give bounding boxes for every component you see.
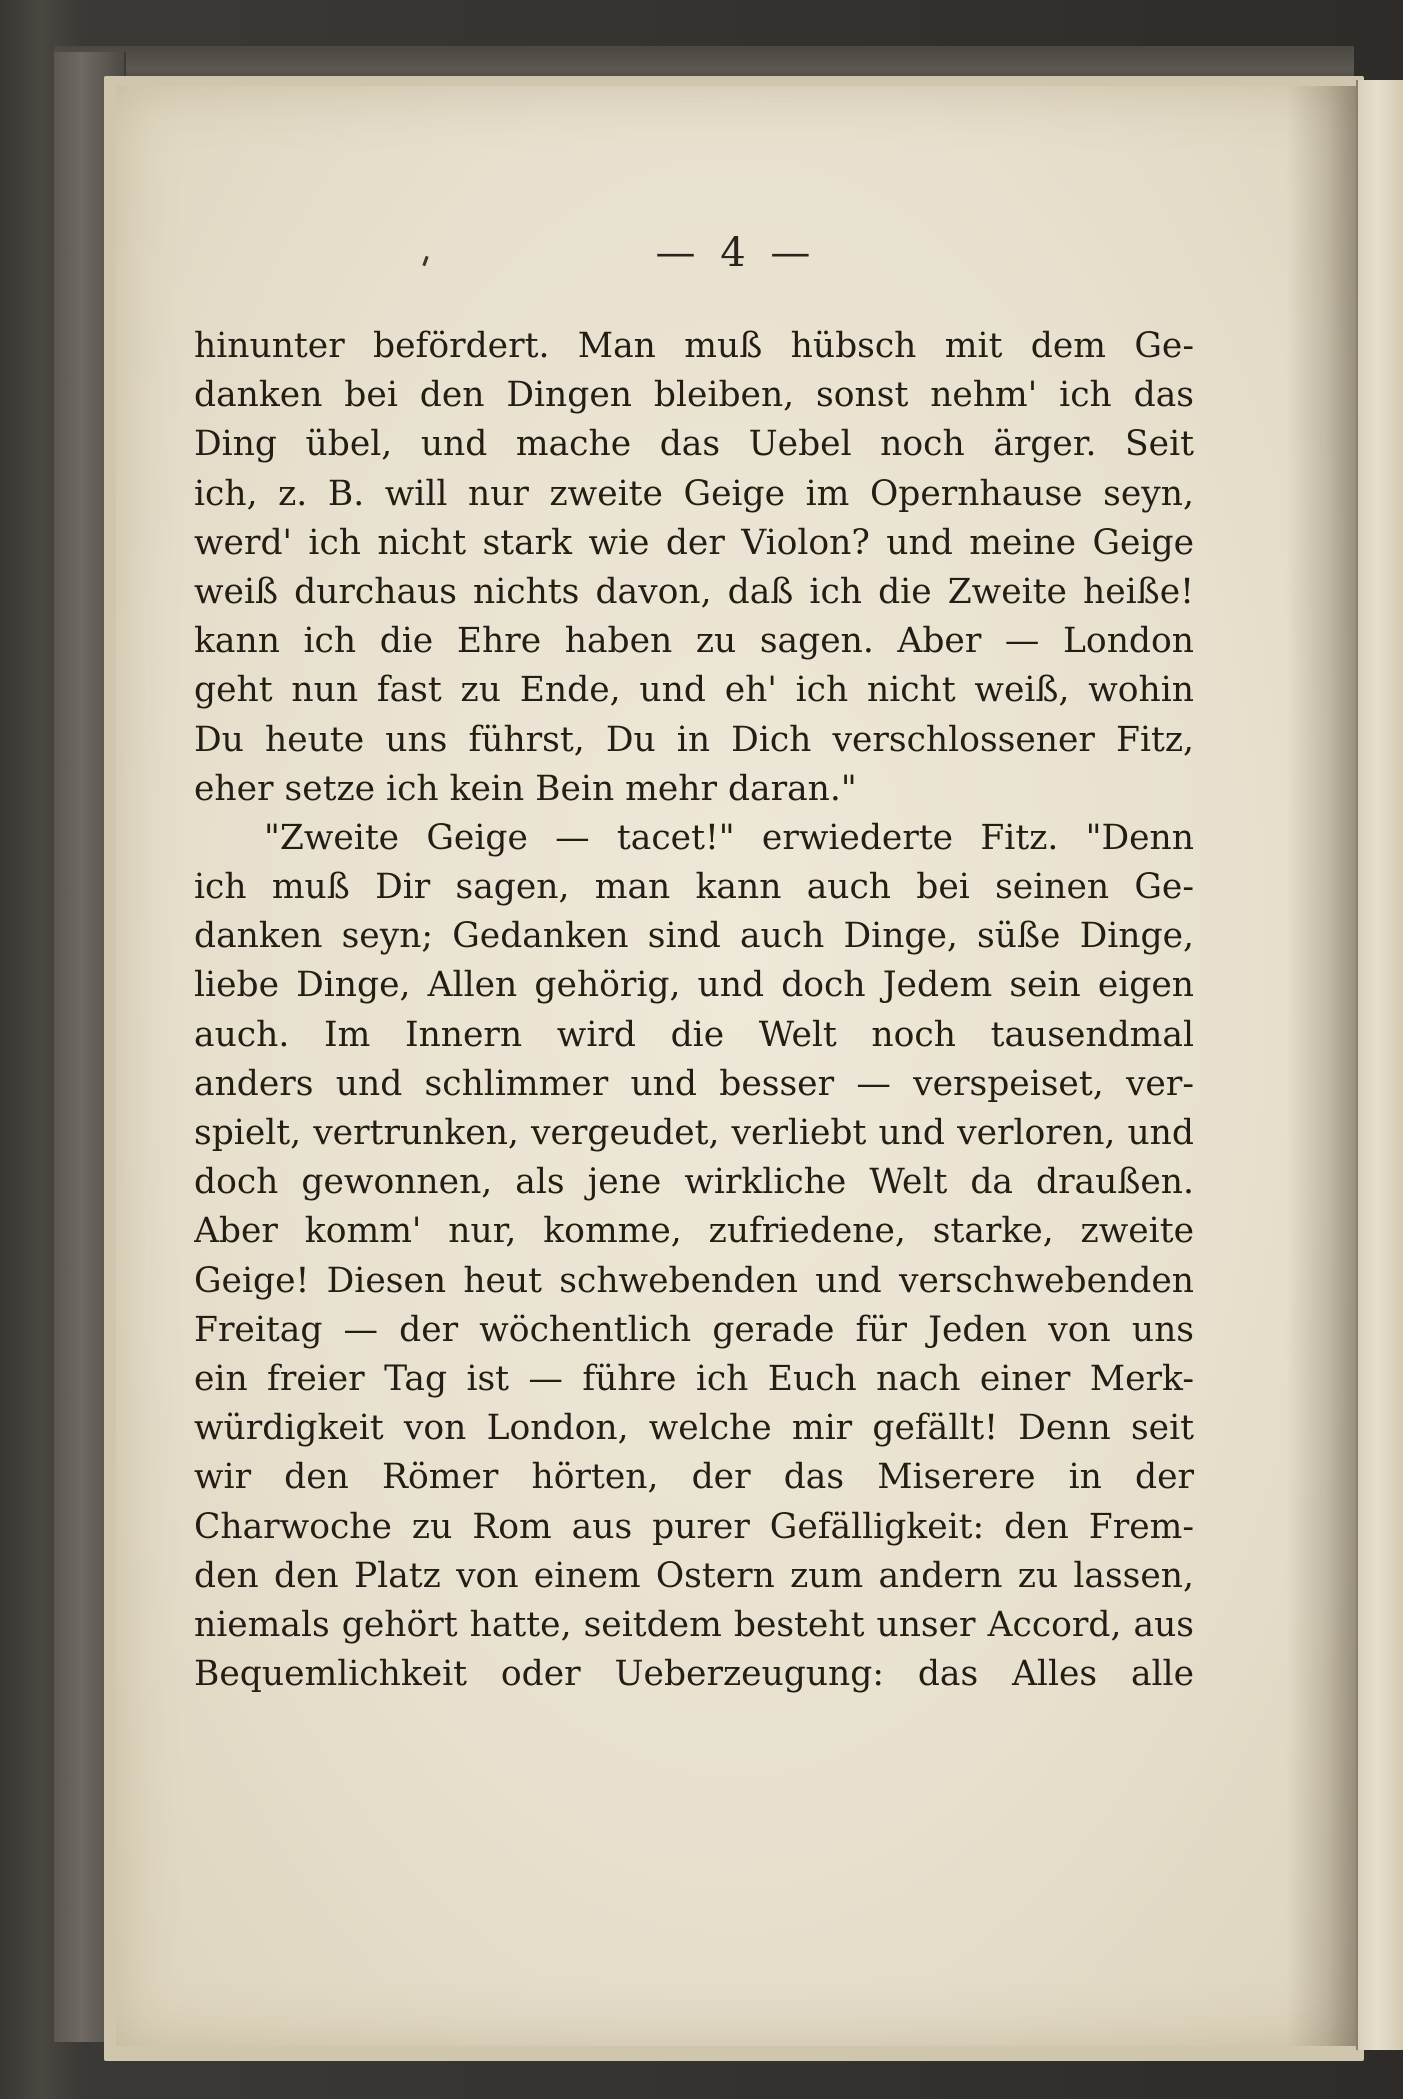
text-line: ich, z. B. will nur zweite Geige im Opernhause seyn, bbox=[194, 473, 1194, 514]
text-line: danken seyn; Gedanken sind auch Dinge, süße Dinge, bbox=[194, 916, 1194, 957]
text-line: doch gewonnen, als jene wirkliche Welt da draußen. bbox=[194, 1162, 1194, 1203]
text-line: Freitag — der wöchentlich gerade für Jeden von uns bbox=[194, 1309, 1194, 1350]
text-line: ein freier Tag ist — führe ich Euch nach einer Merk- bbox=[194, 1358, 1194, 1399]
text-line: geht nun fast zu Ende, und eh' ich nicht weiß, wohin bbox=[194, 670, 1194, 711]
text-line: anders und schlimmer und besser — verspeiset, ver- bbox=[194, 1063, 1194, 1104]
text-line: wir den Römer hörten, der das Miserere in der bbox=[194, 1457, 1194, 1498]
gutter-shadow bbox=[1286, 86, 1356, 2046]
text-line: kann ich die Ehre haben zu sagen. Aber — London bbox=[194, 621, 1194, 662]
text-line: niemals gehört hatte, seitdem besteht unser Accord, aus bbox=[194, 1604, 1194, 1645]
text-line: Geige! Diesen heut schwebenden und verschwebenden bbox=[194, 1260, 1194, 1301]
text-line: Bequemlichkeit oder Ueberzeugung: das Alles alle bbox=[194, 1654, 1194, 1695]
text-line: hinunter befördert. Man muß hübsch mit dem Ge- bbox=[194, 326, 1194, 366]
text-line: weiß durchaus nichts davon, daß ich die Zweite heiße! bbox=[194, 571, 1194, 612]
text-line: Ding übel, und mache das Uebel noch ärger. Seit bbox=[194, 424, 1194, 465]
text-line: auch. Im Innern wird die Welt noch tausendmal bbox=[194, 1014, 1194, 1055]
text-line: Aber komm' nur, komme, zufriedene, starke, zweite bbox=[194, 1211, 1194, 1252]
text-line: danken bei den Dingen bleiben, sonst nehm' ich das bbox=[194, 375, 1194, 416]
text-line: eher setze ich kein Bein mehr daran." bbox=[194, 768, 857, 809]
page-number: — 4 — bbox=[655, 230, 817, 276]
text-line: würdigkeit von London, welche mir gefällt! Denn seit bbox=[194, 1408, 1194, 1449]
text-line: Du heute uns führst, Du in Dich verschlossener Fitz, bbox=[194, 719, 1194, 760]
text-line: liebe Dinge, Allen gehörig, und doch Jedem sein eigen bbox=[194, 965, 1194, 1006]
text-line: werd' ich nicht stark wie der Violon? und meine Geige bbox=[194, 522, 1194, 563]
facing-page-edge bbox=[1356, 80, 1403, 2050]
text-line: ich muß Dir sagen, man kann auch bei seinen Ge- bbox=[194, 867, 1194, 908]
text-line: Charwoche zu Rom aus purer Gefälligkeit: den Frem- bbox=[194, 1506, 1194, 1547]
text-line: "Zweite Geige — tacet!" erwiederte Fitz. "Denn bbox=[264, 817, 1194, 858]
text-line: spielt, vertrunken, vergeudet, verliebt und verloren, und bbox=[194, 1113, 1194, 1153]
body-text bbox=[194, 322, 1194, 1699]
text-line: den den Platz von einem Ostern zum andern zu lassen, bbox=[194, 1555, 1194, 1596]
